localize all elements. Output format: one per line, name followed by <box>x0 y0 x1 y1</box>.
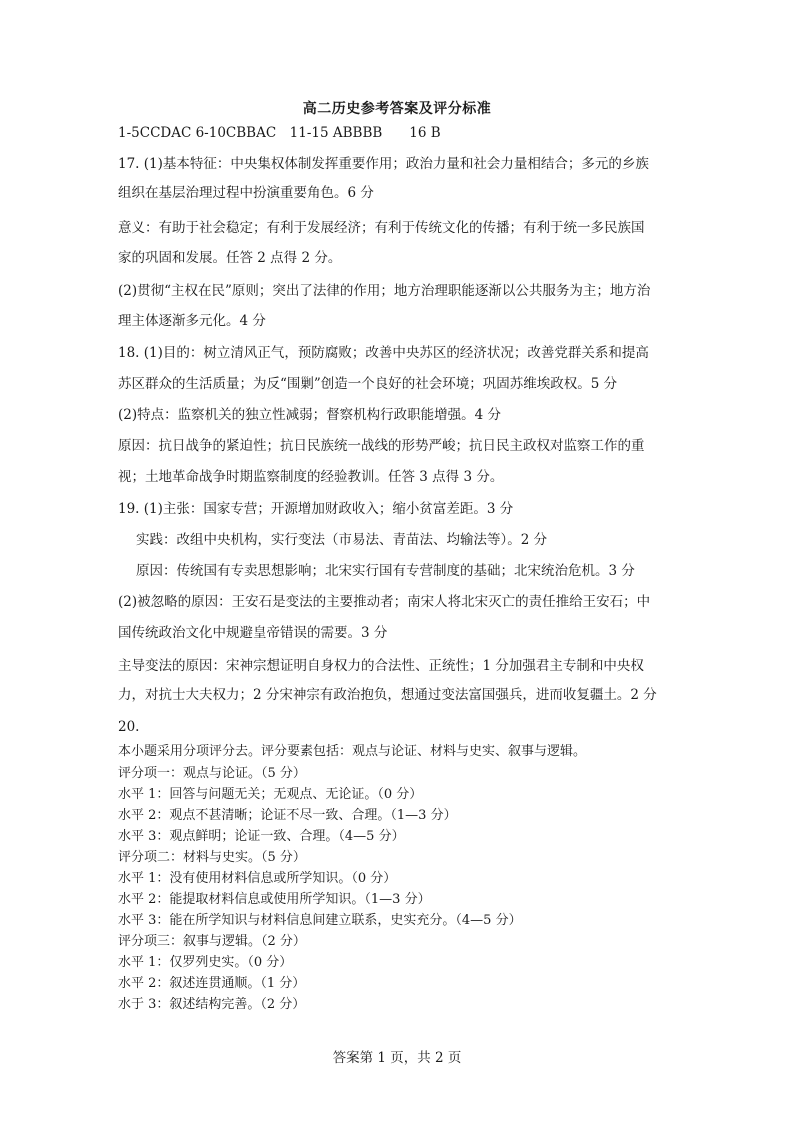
q20-item2-level1: 水平 1：没有使用材料信息或所学知识。（0 分） <box>118 871 397 886</box>
q20-item3-level3: 水于 3：叙述结构完善。（2 分） <box>118 997 306 1012</box>
q19-part1: 19. (1)主张：国家专营；开源增加财政收入；缩小贫富差距。3 分 <box>118 501 514 517</box>
q17-part2-line2: 理主体逐渐多元化。4 分 <box>118 313 266 329</box>
q20-item1-heading: 评分项一：观点与论证。（5 分） <box>118 766 306 781</box>
q19-reason: 原因：传统国有专卖思想影响；北宋实行国有专营制度的基础；北宋统治危机。3 分 <box>136 563 635 579</box>
q19-leading-reason-line1: 主导变法的原因：宋神宗想证明自身权力的合法性、正统性；1 分加强君主专制和中央权 <box>118 658 644 674</box>
q18-reason-line1: 原因：抗日战争的紧迫性；抗日民族统一战线的形势严峻；抗日民主政权对监察工作的重 <box>118 438 645 454</box>
q20-number: 20. <box>118 719 140 735</box>
q17-significance-line2: 家的巩固和发展。任答 2 点得 2 分。 <box>118 250 342 266</box>
q17-significance-line1: 意义：有助于社会稳定；有利于发展经济；有利于传统文化的传播；有利于统一多民族国 <box>118 220 645 236</box>
q20-item3-heading: 评分项三：叙事与逻辑。（2 分） <box>118 934 306 949</box>
q18-part2: (2)特点：监察机关的独立性减弱；督察机构行政职能增强。4 分 <box>118 407 502 423</box>
q20-item3-level2: 水平 2：叙述连贯通顺。（1 分） <box>118 976 306 991</box>
q20-item2-level2: 水平 2：能提取材料信息或使用所学知识。（1—3 分） <box>118 892 431 907</box>
q18-part1-line1: 18. (1)目的：树立清风正气，预防腐败；改善中央苏区的经济状况；改善党群关系和提高 <box>118 345 649 361</box>
q17-part1-line2: 组织在基层治理过程中扮演重要角色。6 分 <box>118 185 374 201</box>
q20-item1-level2: 水平 2：观点不甚清晰；论证不尽一致、合理。（1—3 分） <box>118 808 457 823</box>
q19-part2-line1: (2)被忽略的原因：王安石是变法的主要推动者；南宋人将北宋灭亡的责任推给王安石；中 <box>118 594 651 610</box>
q20-item1-level3: 水平 3：观点鲜明；论证一致、合理。（4—5 分） <box>118 829 405 844</box>
q20-intro: 本小题采用分项评分去。评分要素包括：观点与论证、材料与史实、叙事与逻辑。 <box>118 744 587 759</box>
multiple-choice-answers: 1-5CCDAC 6-10CBBAC 11-15 ABBBB 16 B <box>118 125 441 141</box>
q20-item2-level3: 水平 3：能在所学知识与材料信息间建立联系，史实充分。（4—5 分） <box>118 913 522 928</box>
page-title: 高二历史参考答案及评分标准 <box>302 101 492 117</box>
q19-practice: 实践：改组中央机构，实行变法（市易法、青苗法、均输法等）。2 分 <box>136 532 548 548</box>
q20-item3-level1: 水平 1：仅罗列史实。（0 分） <box>118 955 293 970</box>
page-footer: 答案第 1 页，共 2 页 <box>332 1050 462 1066</box>
q17-part1-line1: 17. (1)基本特征：中央集权体制发挥重要作用；政治力量和社会力量相结合；多元的乡族 <box>118 156 649 172</box>
q20-item2-heading: 评分项二：材料与史实。（5 分） <box>118 850 306 865</box>
q19-part2-line2: 国传统政治文化中规避皇帝错误的需要。3 分 <box>118 625 388 641</box>
q19-leading-reason-line2: 力，对抗士大夫权力；2 分宋神宗有政治抱负，想通过变法富国强兵，进而收复疆土。2 分 <box>118 687 657 703</box>
q18-part1-line2: 苏区群众的生活质量；为反“围剿”创造一个良好的社会环境；巩固苏维埃政权。5 分 <box>118 376 618 392</box>
q18-reason-line2: 视；土地革命战争时期监察制度的经验教训。任答 3 点得 3 分。 <box>118 469 504 485</box>
q17-part2-line1: (2)贯彻“主权在民”原则；突出了法律的作用；地方治理职能逐渐以公共服务为主；地方治 <box>118 283 651 299</box>
q20-item1-level1: 水平 1：回答与问题无关；无观点、无论证。（0 分） <box>118 787 423 802</box>
